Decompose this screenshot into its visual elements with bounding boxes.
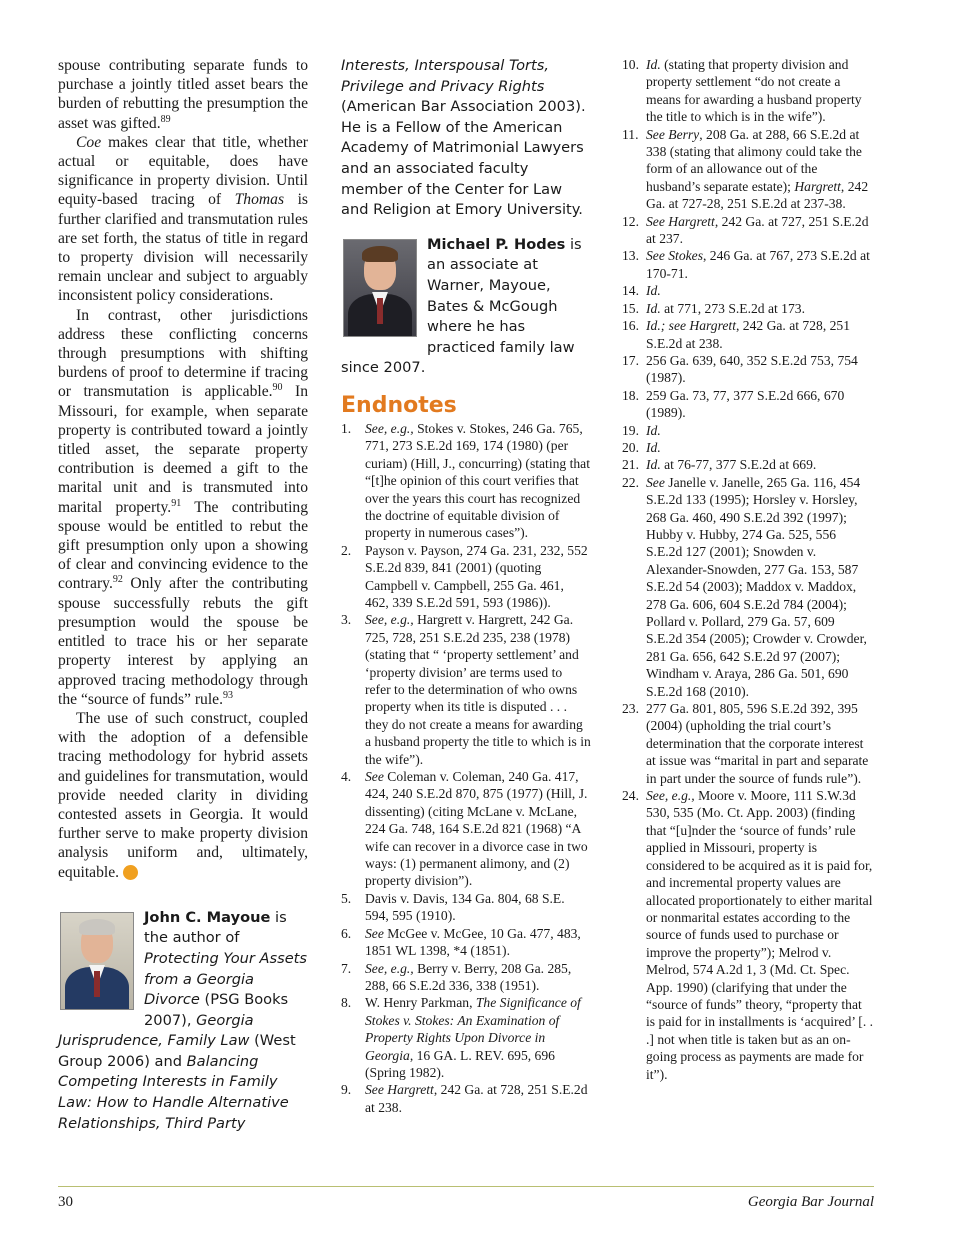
author-bio-mayoue: John C. Mayoue is the author of Protecting Your Assets from a Georgia Divorce (PSG Books 2007), Georgia Jurisprudence, Family Law (West Group 2006) and Balancing Competing Interests in Family Law: How to Handle Alternative Relationships, Third Party: [58, 908, 308, 1132]
footnote-ref[interactable]: 90: [272, 382, 283, 394]
endnote: 10. Id. (stating that property division and property settlement “do not create a means for awarding a husband property the title to which is in the wife”).: [622, 57, 862, 125]
endnote: 18. 259 Ga. 73, 77, 377 S.E.2d 666, 670 (1989).: [622, 387, 845, 421]
paragraph: spouse contributing separate funds to purchase a jointly titled asset bears the burden of rebutting the presumption the asset was gifted.$^{89}$: [58, 57, 308, 132]
endnote: 7. See, e.g., Berry v. Berry, 208 Ga. 285, 288, 66 S.E.2d 336, 338 (1951).: [341, 960, 572, 993]
article-column-1: [58, 56, 308, 1134]
endnote: 5. Davis v. Davis, 134 Ga. 804, 68 S.E. 594, 595 (1910).: [341, 890, 565, 924]
endnote: 22. See Janelle v. Janelle, 265 Ga. 116, 454 S.E.2d 133 (1995); Horsley v. Horsley, 268 Ga. 460, 490 S.E.2d 392 (1997); Hubby v. Hubby, 274 Ga. 525, 556 S.E.2d 127 (2001); Snowden v. Alexander-Snowden, 277 Ga. 153, 587 S.E.2d 54 (2003); Maddox v. Maddox, 278 Ga. 606, 604 S.E.2d 784 (2004); Pollard v. Pollard, 279 Ga. 57, 609 S.E.2d 354 (2005); Crowder v. Crowder, 281 Ga. 656, 642 S.E.2d 97 (2007); Windham v. Araya, 286 Ga. 501, 690 S.E.2d 168 (2010).: [622, 474, 867, 699]
endnote: 4. See Coleman v. Coleman, 240 Ga. 417, 424, 240 S.E.2d 870, 875 (1977) (Hill, J. dissenting) (citing McLane v. McLane, 224 Ga. 748, 164 S.E.2d 821 (1968) “A wife can recover in a divorce case in two ways: (1) permanent alimony, and (2) property division”).: [341, 769, 588, 889]
author-photo-mayoue: [60, 912, 134, 1010]
footnote-ref[interactable]: 91: [171, 497, 182, 509]
author-name: Michael P. Hodes: [427, 235, 566, 253]
endnote: 13. See Stokes, 246 Ga. at 767, 273 S.E.2d at 170-71.: [622, 248, 870, 281]
endnotes-list-1: [341, 420, 591, 1116]
paragraph: The use of such construct, coupled with the adoption of a defensible tracing methodology for hybrid assets and guidelines for transmutation, would provide needed clarity in dividing contested assets in Georgia. It would further serve to make property division analysis uniform and, ultimately, equitable. GBJ: [58, 709, 308, 881]
footer-rule: [58, 1186, 874, 1187]
endnote: 15. Id. at 771, 273 S.E.2d at 173.: [622, 300, 805, 316]
footnote-ref[interactable]: 93: [222, 689, 233, 701]
endnote: 1. See, e.g., Stokes v. Stokes, 246 Ga. 765, 771, 273 S.E.2d 169, 174 (1980) (per curiam) (Hill, J., concurring) (stating that “[t]he opinion of this court verifies that over the years this court has recognized the doctrine of equitable division of property in numerous cases”).: [341, 420, 590, 541]
footnote-ref[interactable]: 92: [112, 574, 123, 586]
author-name: John C. Mayoue: [144, 908, 271, 926]
endnote: 24. See, e.g., Moore v. Moore, 111 S.W.3d 530, 535 (Mo. Ct. App. 2003) (finding that “[u]nder the ‘source of funds’ rule applied in Missouri, property is considered to be acquired as it is paid for, and incremental property values are allocated proportionately to either marital or nonmarital estates according to the source of funds used to purchase or improve the property”); Melrod v. Melrod, 574 A.2d 1, 3 (Md. Ct. Spec. App. 1990) (clarifying that under the “source of funds” theory, “property that is paid for in installments is ‘acquired’ [. . .] not when title is taken but as an on-going process as payments are made for it”).: [622, 788, 874, 1082]
endnote: 8. W. Henry Parkman, The Significance of Stokes v. Stokes: An Examination of Property Rights Upon Divorce in Georgia, 16 GA. L. REV. 695, 696 (Spring 1982).: [341, 995, 581, 1080]
endnote: 9. See Hargrett, 242 Ga. at 728, 251 S.E.2d at 238.: [341, 1082, 588, 1115]
endnote: 20. Id.: [622, 439, 661, 455]
endnotes-list-2: [622, 56, 874, 1083]
endnote: 11. See Berry, 208 Ga. at 288, 66 S.E.2d at 338 (stating that alimony could take the form of an allowance out of the husband’s separate estate); Hargrett, 242 Ga. at 727-28, 251 S.E.2d at 237-38.: [622, 126, 869, 212]
endnote: 23. 277 Ga. 801, 805, 596 S.E.2d 392, 395 (2004) (upholding the trial court’s determination that the corporate interest at issue was “marital in part and separate in part under the source of funds rule”).: [622, 701, 869, 786]
endnote: 16. Id.; see Hargrett, 242 Ga. at 728, 251 S.E.2d at 238.: [622, 318, 851, 351]
author-bio-mayoue-continued: Interests, Interspousal Torts, Privilege and Privacy Rights (American Bar Association 2003). He is a Fellow of the American Academy of Matrimonial Lawyers and an associated faculty member of the Center for Law and Religion at Emory University.: [341, 57, 586, 219]
article-column-3: [622, 56, 874, 1083]
article-column-2: [341, 56, 591, 1116]
paragraph: In contrast, other jurisdictions address these conflicting concerns through presumptions with shifting burdens of proof to determine if tracing or transmutation is applicable.$^{90}$ In Missouri, for example, when separate property is contributed toward a jointly titled asset, the separate property contribution is deemed a gift to the marital unit and is transmuted into marital property.$^{91}$ The contributing spouse would be entitled to rebut the gift presumption only upon a showing of clear and convincing evidence to the contrary.$^{92}$ Only after the contributing spouse successfully rebuts the gift presumption would the spouse be entitled to trace his or her separate property interest by applying an approved tracing methodology through the “source of funds” rule.$^{93}$: [58, 306, 308, 708]
book-title: Interests, Interspousal Torts, Privilege and Privacy Rights: [341, 57, 549, 95]
endnote: 3. See, e.g., Hargrett v. Hargrett, 242 Ga. 725, 728, 251 S.E.2d 235, 238 (1978) (stating that “ ‘property settlement’ and ‘property division’ are terms used to refer to the determination of who owns property when its title is disputed . . . they do not create a means for awarding a husband property the title to which is in the wife”).: [341, 612, 591, 767]
endnote: 2. Payson v. Payson, 274 Ga. 231, 232, 552 S.E.2d 839, 841 (2001) (quoting Campbell v. Campbell, 255 Ga. 461, 462, 339 S.E.2d 591, 593 (1986)).: [341, 542, 588, 610]
paragraph: Coe makes clear that title, whether actual or equitable, does have significance in property division. Until equity-based tracing of Thomas is further clarified and transmutation rules are set forth, the status of title in regard to property division will necessarily remain unclear and subject to arguably inconsistent policy considerations.: [58, 133, 308, 305]
footnote-ref[interactable]: 89: [160, 113, 171, 125]
page-number: 30: [58, 1194, 73, 1210]
endnote: 12. See Hargrett, 242 Ga. at 727, 251 S.E.2d at 237.: [622, 213, 869, 247]
endnotes-heading: Endnotes: [341, 392, 457, 418]
endnote: 19. Id.: [622, 422, 661, 438]
gbj-end-mark-icon: GBJ: [123, 865, 138, 880]
author-photo-hodes: [343, 239, 417, 337]
endnote: 14. Id.: [622, 283, 661, 299]
author-bio-hodes: Michael P. Hodes is an associate at Warner, Mayoue, Bates & McGough where he has practiced family law since 2007.: [341, 235, 582, 377]
journal-title: Georgia Bar Journal: [747, 1194, 874, 1210]
endnote: 21. Id. at 76-77, 377 S.E.2d at 669.: [622, 457, 817, 473]
endnote: 6. See McGee v. McGee, 10 Ga. 477, 483, 1851 WL 1398, *4 (1851).: [341, 925, 581, 959]
endnote: 17. 256 Ga. 639, 640, 352 S.E.2d 753, 754 (1987).: [622, 352, 858, 386]
